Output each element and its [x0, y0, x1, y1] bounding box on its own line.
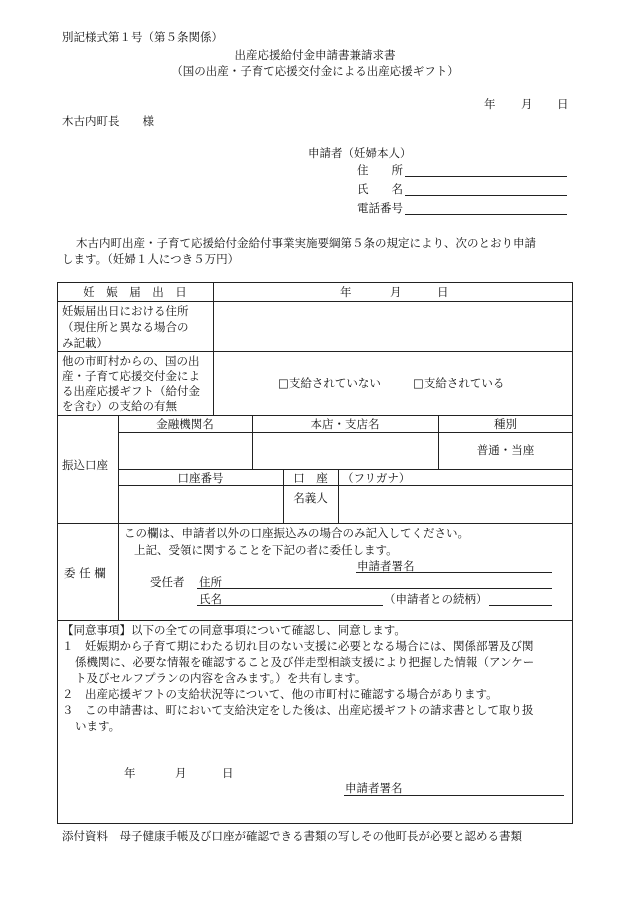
applicant-address-label: 住 所 [357, 163, 403, 177]
consent-item-3-line-1: ３ この申請書は、町において支給決定をした後は、出産応援ギフトの請求書として取り扱 [62, 703, 534, 717]
applicant-label: 申請者（妊婦本人） [308, 146, 412, 160]
applicant-name-label: 氏 名 [357, 182, 403, 196]
account-holder-label-1: 口 座 [293, 471, 328, 485]
consent-item-2: ２ 出産応援ギフトの支給状況等について、他の市町村に確認する場合があります。 [62, 687, 498, 701]
delegate-address-label: 住所 [199, 575, 222, 589]
pregnancy-date-day: 日 [437, 285, 449, 299]
report-address-label-3: み記載） [62, 336, 108, 350]
bank-section-label: 振込口座 [62, 458, 108, 472]
date-year: 年 [484, 97, 496, 111]
other-city-label-1: 他の市町村からの、国の出 [62, 354, 200, 368]
account-holder-label-2: 名義人 [293, 491, 328, 505]
delegate-applicant-signature-label: 申請者署名 [357, 559, 415, 573]
delegate-relation-label: （申請者との続柄） [384, 592, 488, 606]
branch-header: 本店・支店名 [310, 417, 380, 431]
consent-heading: 【同意事項】以下の全ての同意事項について確認し、同意します。 [62, 623, 406, 637]
pregnancy-date-label: 妊 娠 届 出 日 [83, 285, 187, 299]
document-subtitle: （国の出産・子育て応援交付金による出産応援ギフト） [171, 64, 459, 78]
furigana-label: （フリガナ） [342, 471, 411, 485]
pregnancy-date-year: 年 [340, 285, 352, 299]
report-address-label-1: 妊娠届出日における住所 [62, 304, 189, 318]
other-city-label-3: る出産応援ギフト（給付金 [62, 384, 200, 398]
bank-name-header: 金融機関名 [156, 417, 214, 431]
delegate-note-1: この欄は、申請者以外の口座振込みの場合のみ記入してください。 [124, 526, 469, 540]
document-title: 出産応援給付金申請書兼請求書 [234, 48, 396, 62]
delegate-name-label: 氏名 [199, 592, 222, 606]
option-paid-checkbox[interactable]: □支給されている [413, 376, 505, 390]
date-day: 日 [557, 97, 569, 111]
applicant-phone-label: 電話番号 [357, 201, 403, 215]
attachments-note: 添付資料 母子健康手帳及び口座が確認できる書類の写しその他町長が必要と認める書類 [62, 829, 522, 843]
other-city-label-4: を含む）の支給の有無 [62, 399, 177, 413]
date-month: 月 [521, 97, 533, 111]
option-not-paid-checkbox[interactable]: □支給されていない [278, 376, 381, 390]
delegate-relation-field[interactable] [489, 605, 552, 606]
delegate-note-2: 上記、受領に関することを下記の者に委任します。 [134, 543, 398, 557]
delegate-name-field[interactable] [197, 605, 383, 606]
delegate-applicant-signature-field[interactable] [356, 572, 552, 573]
applicant-address-field[interactable] [405, 176, 567, 177]
consent-date-year: 年 [124, 766, 136, 780]
intro-line-1: 木古内町出産・子育て応援給付金給付事業実施要綱第５条の規定により、次のとおり申請 [76, 236, 536, 250]
report-address-label-2: （現住所と異なる場合の [62, 320, 189, 334]
delegate-person-label: 受任者 [150, 575, 185, 589]
consent-item-1-line-1: １ 妊娠期から子育て期にわたる切れ目のない支援に必要となる場合には、関係部署及び関 [62, 639, 534, 653]
consent-item-1-line-2: 係機関に、必要な情報を確認すること及び伴走型相談支援により把握した情報（アンケー [75, 655, 535, 669]
other-city-label-2: 産・子育て応援交付金によ [62, 369, 200, 383]
delegate-section-label: 委 任 欄 [64, 566, 106, 580]
account-number-header: 口座番号 [177, 471, 224, 485]
form-number: 別記様式第１号（第５条関係） [62, 30, 223, 44]
applicant-phone-field[interactable] [405, 214, 567, 215]
addressee: 木古内町長 様 [62, 114, 154, 128]
applicant-name-field[interactable] [405, 195, 567, 196]
pregnancy-date-month: 月 [390, 285, 402, 299]
consent-item-1-line-3: ト及びセルフプランの内容を含みます。）を共有します。 [75, 671, 367, 685]
delegate-address-field[interactable] [197, 588, 552, 589]
consent-signature-label: 申請者署名 [345, 781, 403, 795]
consent-date-month: 月 [175, 766, 187, 780]
account-type-value[interactable]: 普通・当座 [476, 443, 535, 457]
consent-item-3-line-2: います。 [75, 719, 121, 733]
consent-date-day: 日 [222, 766, 234, 780]
consent-signature-field[interactable] [344, 795, 564, 796]
intro-line-2: します。（妊婦１人につき５万円） [62, 252, 240, 266]
account-type-header: 種別 [494, 417, 517, 431]
